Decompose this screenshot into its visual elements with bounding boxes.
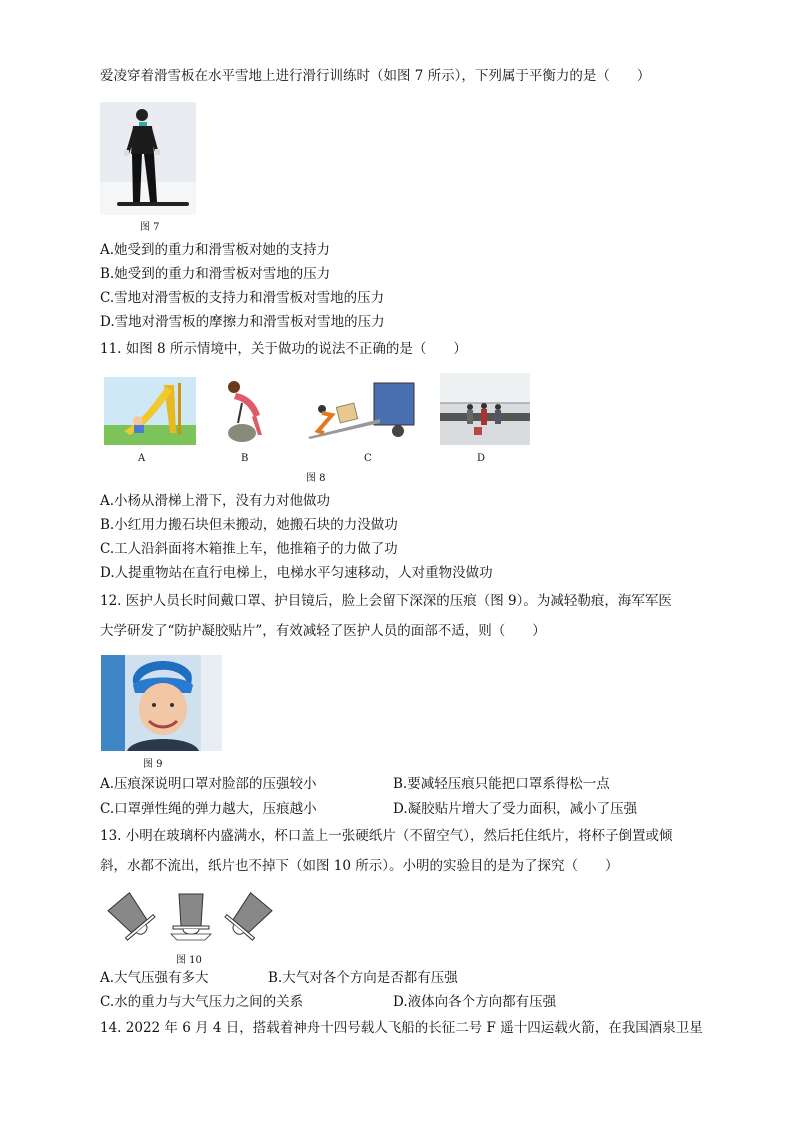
q10-option-d: D.雪地对滑雪板的摩擦力和滑雪板对雪地的压力 bbox=[100, 314, 385, 330]
fig8c-push-box-image bbox=[304, 379, 416, 443]
fig10-cup-experiment-image bbox=[101, 884, 281, 942]
fig8-label-d: D bbox=[477, 453, 486, 464]
q10-option-a: A.她受到的重力和滑雪板对她的支持力 bbox=[100, 242, 331, 258]
q13-stem-line1: 13. 小明在玻璃杯内盛满水，杯口盖上一张硬纸片（不留空气），然后托住纸片，将杯子倒置或倾 bbox=[100, 828, 673, 844]
q10-option-b: B.她受到的重力和滑雪板对雪地的压力 bbox=[100, 266, 331, 282]
q12-stem-line2: 大学研发了“防护凝胶贴片”，有效减轻了医护人员的面部不适，则（ ） bbox=[100, 623, 546, 639]
q13-options-row1 bbox=[100, 969, 700, 987]
fig8-label-b: B bbox=[241, 453, 249, 464]
q12-option-b: B.要减轻压痕只能把口罩系得松一点 bbox=[393, 776, 610, 792]
q12-option-a: A.压痕深说明口罩对脸部的压强较小 bbox=[100, 776, 317, 792]
q11-option-b: B.小红用力搬石块但未搬动，她搬石块的力没做功 bbox=[100, 517, 398, 533]
fig7-snowboarder-image bbox=[100, 102, 196, 215]
q13-option-b: B.大气对各个方向是否都有压强 bbox=[268, 970, 458, 986]
q12-options-row1 bbox=[100, 775, 700, 793]
q10-stem: 爱凌穿着滑雪板在水平雪地上进行滑行训练时（如图 7 所示），下列属于平衡力的是（ ） bbox=[100, 68, 651, 84]
fig8a-slide-image bbox=[104, 377, 196, 445]
q11-option-a: A.小杨从滑梯上滑下，没有力对他做功 bbox=[100, 493, 331, 509]
q13-option-a: A.大气压强有多大 bbox=[100, 970, 209, 986]
fig8-label-c: C bbox=[364, 453, 372, 464]
fig8-caption: 图 8 bbox=[306, 473, 326, 484]
q11-option-c: C.工人沿斜面将木箱推上车，他推箱子的力做了功 bbox=[100, 541, 398, 557]
q13-option-c: C.水的重力与大气压力之间的关系 bbox=[100, 994, 304, 1010]
q14-stem-line1: 14. 2022 年 6 月 4 日，搭载着神舟十四号载人飞船的长征二号 F 遥十四运载火箭，在我国酒泉卫星 bbox=[100, 1020, 703, 1036]
fig8d-elevator-image bbox=[440, 373, 530, 445]
q13-option-d: D.液体向各个方向都有压强 bbox=[393, 994, 557, 1010]
fig8-label-a: A bbox=[138, 453, 146, 464]
q10-option-c: C.雪地对滑雪板的支持力和滑雪板对雪地的压力 bbox=[100, 290, 385, 306]
fig9-nurse-image bbox=[101, 655, 222, 751]
q13-stem-line2: 斜，水都不流出，纸片也不掉下（如图 10 所示）。小明的实验目的是为了探究（ ） bbox=[100, 858, 619, 874]
q12-option-c: C.口罩弹性绳的弹力越大，压痕越小 bbox=[100, 801, 317, 817]
fig8b-lift-stone-image bbox=[212, 377, 278, 445]
q13-options-row2 bbox=[100, 993, 700, 1011]
fig7-caption: 图 7 bbox=[140, 222, 160, 233]
q12-stem-line1: 12. 医护人员长时间戴口罩、护目镜后，脸上会留下深深的压痕（图 9）。为减轻勒痕，海军军医 bbox=[100, 593, 672, 609]
fig9-caption: 图 9 bbox=[143, 759, 163, 770]
q12-options-row2 bbox=[100, 800, 700, 818]
q12-option-d: D.凝胶贴片增大了受力面积，减小了压强 bbox=[393, 801, 638, 817]
fig10-caption: 图 10 bbox=[176, 955, 202, 966]
q11-stem: 11. 如图 8 所示情境中，关于做功的说法不正确的是（ ） bbox=[100, 341, 467, 357]
q11-option-d: D.人提重物站在直行电梯上，电梯水平匀速移动，人对重物没做功 bbox=[100, 565, 493, 581]
